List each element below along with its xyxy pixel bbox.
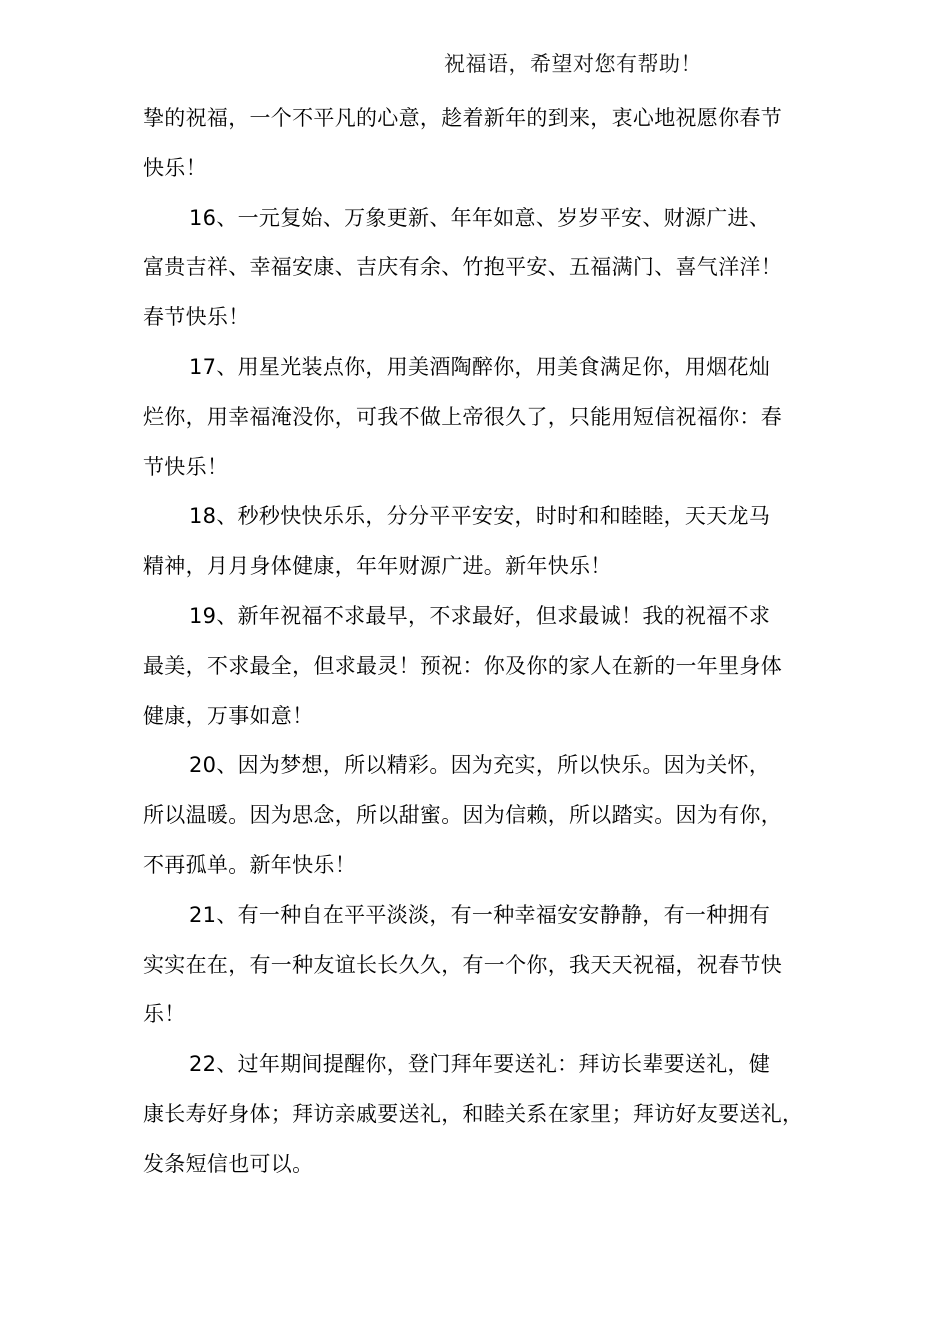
text-line: 精神，月月身体健康，年年财源广进。新年快乐！ <box>143 554 612 579</box>
paragraph-18-start: 18、秒秒快快乐乐，分分平平安安，时时和和睦睦，天天龙马 <box>189 504 771 529</box>
text-line: 乐！ <box>143 1002 186 1027</box>
text-line: 不再孤单。新年快乐！ <box>143 852 356 877</box>
paragraph-17-start: 17、用星光装点你，用美酒陶醉你，用美食满足你，用烟花灿 <box>189 354 771 379</box>
text-line: 快乐！ <box>143 155 207 180</box>
paragraph-22-start: 22、过年期间提醒你，登门拜年要送礼：拜访长辈要送礼，健 <box>189 1052 771 1077</box>
text-line: 烂你，用幸福淹没你，可我不做上帝很久了，只能用短信祝福你：春 <box>143 404 782 429</box>
text-line: 康长寿好身体；拜访亲戚要送礼，和睦关系在家里；拜访好友要送礼， <box>143 1101 804 1126</box>
text-line: 春节快乐！ <box>143 305 250 330</box>
text-line: 发条短信也可以。 <box>143 1151 314 1176</box>
text-line: 最美，不求最全，但求最灵！预祝：你及你的家人在新的一年里身体 <box>143 653 782 678</box>
paragraph-16-start: 16、一元复始、万象更新、年年如意、岁岁平安、财源广进、 <box>189 205 771 230</box>
text-line: 节快乐！ <box>143 454 229 479</box>
text-line: 健康，万事如意！ <box>143 703 314 728</box>
text-line: 富贵吉祥、幸福安康、吉庆有余、竹抱平安、五福满门、喜气洋洋！ <box>143 255 782 280</box>
text-line: 所以温暖。因为思念，所以甜蜜。因为信赖，所以踏实。因为有你， <box>143 803 782 828</box>
paragraph-21-start: 21、有一种自在平平淡淡，有一种幸福安安静静，有一种拥有 <box>189 902 771 927</box>
page-header: 祝福语，希望对您有帮助！ <box>444 52 702 76</box>
document-body <box>143 94 818 1190</box>
paragraph-20-start: 20、因为梦想，所以精彩。因为充实，所以快乐。因为关怀， <box>189 753 771 778</box>
text-line: 挚的祝福，一个不平凡的心意，趁着新年的到来，衷心地祝愿你春节 <box>143 106 782 130</box>
text-line: 实实在在，有一种友谊长长久久，有一个你，我天天祝福，祝春节快 <box>143 952 782 977</box>
paragraph-19-start: 19、新年祝福不求最早，不求最好，但求最诚！我的祝福不求 <box>189 603 771 628</box>
